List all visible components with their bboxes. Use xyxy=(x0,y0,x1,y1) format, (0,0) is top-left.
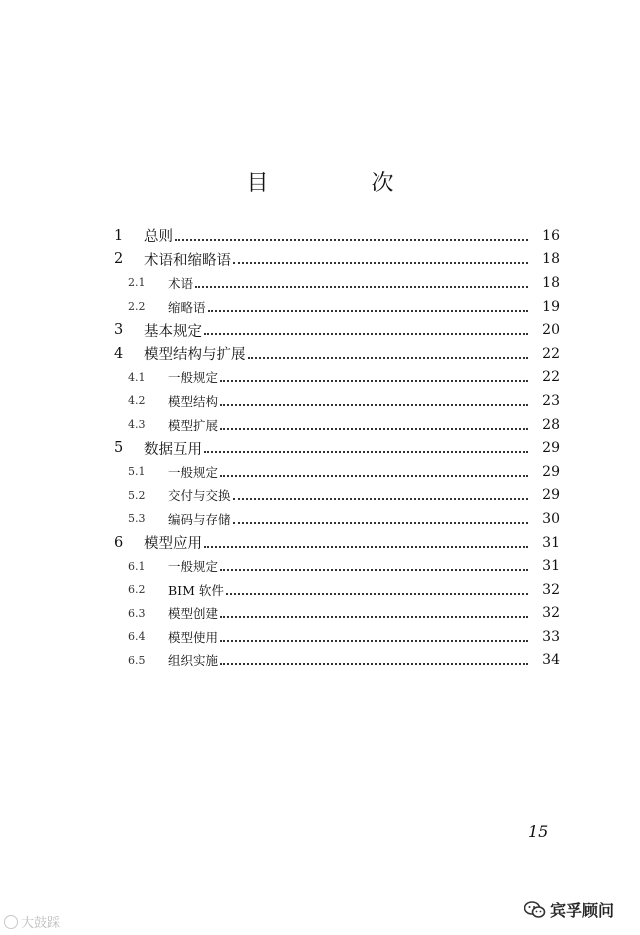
toc-entry-label: 交付与交换 xyxy=(168,488,231,504)
toc-entry[interactable] xyxy=(110,389,560,413)
toc-entry-page: 32 xyxy=(542,581,560,598)
toc-entry-number: 5 xyxy=(114,440,124,457)
toc-entry-label: 模型使用 xyxy=(168,629,219,645)
toc-entry[interactable] xyxy=(110,366,560,390)
weibo-icon xyxy=(4,915,18,929)
toc-entry-number: 4.1 xyxy=(128,370,146,384)
toc-entry[interactable] xyxy=(110,531,560,555)
toc-leader-dots xyxy=(204,546,528,548)
toc-entry-page: 28 xyxy=(542,416,560,433)
toc-leader-dots xyxy=(233,498,528,500)
toc-leader-dots xyxy=(204,333,528,335)
toc-leader-dots xyxy=(175,239,528,241)
toc-entry[interactable] xyxy=(110,602,560,626)
toc-title: 目 次 xyxy=(246,171,442,196)
toc-entry[interactable] xyxy=(110,578,560,602)
toc-leader-dots xyxy=(248,357,529,359)
toc-entry-number: 4.3 xyxy=(128,418,146,432)
toc-entry[interactable] xyxy=(110,460,560,484)
watermark-left xyxy=(4,912,60,931)
toc-entry-label: 模型结构 xyxy=(168,393,219,409)
toc-entry[interactable] xyxy=(110,318,560,342)
toc-entry-number: 4 xyxy=(114,345,124,362)
toc-entry-number: 5.1 xyxy=(128,465,146,479)
toc-entry-page: 30 xyxy=(542,510,560,527)
toc-entry[interactable] xyxy=(110,484,560,508)
toc-leader-dots xyxy=(220,475,528,477)
toc-entry-label: 模型创建 xyxy=(168,606,219,622)
toc-entry-page: 32 xyxy=(542,605,560,622)
toc-entry-page: 20 xyxy=(542,322,560,339)
toc-entry-page: 29 xyxy=(542,487,560,504)
toc-entry-label: 术语和缩略语 xyxy=(144,252,231,269)
toc-entry-page: 22 xyxy=(542,369,560,386)
toc-entry[interactable] xyxy=(110,649,560,673)
toc-entry[interactable] xyxy=(110,342,560,366)
toc-entry-label: 模型扩展 xyxy=(168,417,219,433)
toc-entry-page: 19 xyxy=(542,298,560,315)
toc-entry[interactable] xyxy=(110,224,560,248)
toc-entry-number: 3 xyxy=(114,322,124,339)
toc-entry-page: 16 xyxy=(542,227,560,244)
toc-entry-number: 2.1 xyxy=(128,276,146,290)
toc-entry-page: 33 xyxy=(542,628,560,645)
toc-entry-page: 22 xyxy=(542,345,560,362)
toc-leader-dots xyxy=(220,428,528,430)
toc-entry-number: 6 xyxy=(114,534,124,551)
toc-entry-label: BIM 软件 xyxy=(168,582,224,598)
toc-leader-dots xyxy=(233,262,528,264)
toc-entry-label: 组织实施 xyxy=(168,653,219,669)
toc-leader-dots xyxy=(220,569,528,571)
toc-entry-number: 1 xyxy=(114,227,124,244)
toc-entry-label: 一般规定 xyxy=(168,370,219,386)
toc-entry-label: 模型结构与扩展 xyxy=(144,347,246,364)
watermark-right-text: 宾孚顾问 xyxy=(550,901,615,920)
toc-entry[interactable] xyxy=(110,507,560,531)
toc-entry[interactable] xyxy=(110,554,560,578)
toc-leader-dots xyxy=(226,593,528,595)
toc-entry-label: 编码与存储 xyxy=(168,511,231,527)
toc-entry[interactable] xyxy=(110,436,560,460)
toc-entry-page: 29 xyxy=(542,463,560,480)
toc-entry[interactable] xyxy=(110,413,560,437)
toc-entry-number: 6.2 xyxy=(128,583,146,597)
toc-leader-dots xyxy=(220,663,528,665)
toc-entry-page: 34 xyxy=(542,652,560,669)
toc-leader-dots xyxy=(208,310,528,312)
toc-entry-label: 一般规定 xyxy=(168,559,219,575)
toc-leader-dots xyxy=(195,286,528,288)
toc-entry-number: 5.3 xyxy=(128,512,146,526)
toc-entry-label: 总则 xyxy=(144,229,173,246)
toc-entry-label: 基本规定 xyxy=(144,323,202,340)
toc-leader-dots xyxy=(220,640,528,642)
watermark-left-text: 大鼓踩 xyxy=(21,916,61,931)
toc-entry-label: 术语 xyxy=(168,275,194,291)
toc-entry-number: 4.2 xyxy=(128,394,146,408)
toc-entry[interactable] xyxy=(110,248,560,272)
watermark-right xyxy=(524,898,614,921)
toc-leader-dots xyxy=(220,404,528,406)
toc-entry-label: 数据互用 xyxy=(144,441,202,458)
toc-leader-dots xyxy=(220,380,528,382)
toc-entry[interactable] xyxy=(110,295,560,319)
toc-entry-page: 18 xyxy=(542,274,560,291)
toc-entry-number: 2 xyxy=(114,251,124,268)
toc-entry[interactable] xyxy=(110,271,560,295)
toc-entry-label: 一般规定 xyxy=(168,464,219,480)
toc-leader-dots xyxy=(233,522,528,524)
toc-entry-number: 6.3 xyxy=(128,606,146,620)
toc-entry-number: 6.1 xyxy=(128,559,146,573)
toc-entry-page: 31 xyxy=(542,558,560,575)
toc-entry-page: 29 xyxy=(542,440,560,457)
toc-entry-page: 23 xyxy=(542,392,560,409)
toc-entry-page: 18 xyxy=(542,251,560,268)
wechat-icon xyxy=(524,901,546,919)
toc-entry-page: 31 xyxy=(542,534,560,551)
toc-leader-dots xyxy=(204,451,528,453)
toc-entry-label: 缩略语 xyxy=(168,299,206,315)
toc-entry[interactable] xyxy=(110,625,560,649)
toc-entry-number: 6.5 xyxy=(128,653,146,667)
toc-entry-number: 5.2 xyxy=(128,488,146,502)
toc-entry-number: 6.4 xyxy=(128,630,146,644)
toc-entry-label: 模型应用 xyxy=(144,536,202,553)
page-number: 15 xyxy=(528,822,549,841)
table-of-contents xyxy=(110,224,560,672)
toc-entry-number: 2.2 xyxy=(128,300,146,314)
toc-leader-dots xyxy=(220,616,528,618)
